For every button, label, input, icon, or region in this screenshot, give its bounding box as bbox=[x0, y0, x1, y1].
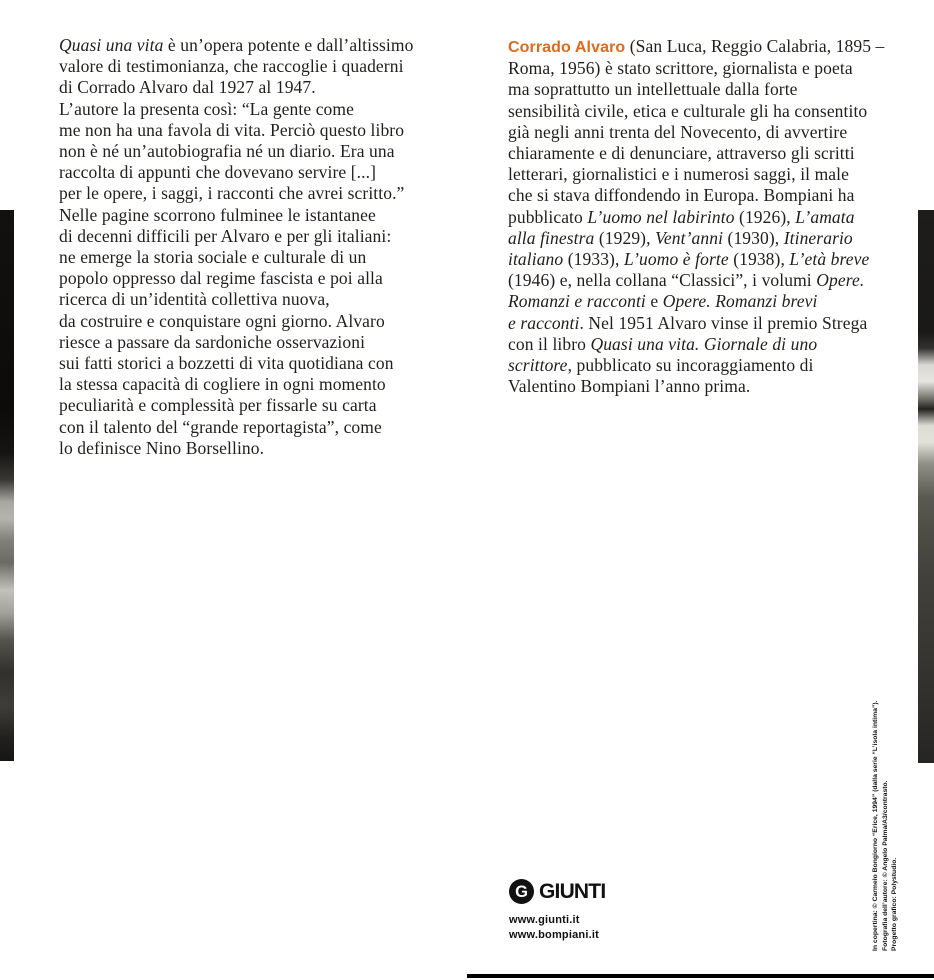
text-line: Nelle pagine scorrono fulminee le istantanee bbox=[59, 204, 376, 225]
text-line: non è né un’autobiografia né un diario. Era una bbox=[59, 141, 395, 162]
text-line: con il talento del “grande reportagista”, come bbox=[59, 416, 382, 437]
text-line: popolo oppresso dal regime fascista e poi alla bbox=[59, 268, 383, 289]
author-name: Corrado Alvaro bbox=[508, 39, 626, 56]
text-line: scrittore, pubblicato su incoraggiamento di bbox=[508, 355, 814, 376]
text-line: Romanzi e racconti e Opere. Romanzi brevi bbox=[508, 291, 818, 312]
text-line: (1946) e, nella collana “Classici”, i volumi Opere. bbox=[508, 270, 865, 291]
text-line: con il libro Quasi una vita. Giornale di uno bbox=[508, 333, 818, 354]
text-line: ricerca di un’identità collettiva nuova, bbox=[59, 289, 330, 310]
text-line: Valentino Bompiani l’anno prima. bbox=[508, 376, 751, 397]
text-line: sensibilità civile, etica e culturale gli ha consentito bbox=[508, 100, 868, 121]
text-line: raccolta di appunti che dovevano servire [...] bbox=[59, 162, 377, 183]
text-line: Roma, 1956) è stato scrittore, giornalista e poeta bbox=[508, 58, 853, 79]
publisher-block bbox=[509, 879, 605, 943]
cover-photo-left-edge bbox=[0, 210, 14, 761]
author-bio bbox=[508, 36, 928, 397]
text-line: e racconti. Nel 1951 Alvaro vinse il premio Strega bbox=[508, 312, 868, 333]
text-line: pubblicato L’uomo nel labirinto (1926), L’amata bbox=[508, 206, 855, 227]
text-line: per le opere, i saggi, i racconti che avrei scritto.” bbox=[59, 183, 405, 204]
text-line: sui fatti storici a bozzetti di vita quotidiana con bbox=[59, 353, 394, 374]
book-description bbox=[59, 35, 479, 459]
cover-credit-line: In copertina: © Carmelo Bongiorno “Erice, 1994” (dalla serie “L’isola intima”). bbox=[872, 700, 879, 951]
text-line: di decenni difficili per Alvaro e per gli italiani: bbox=[59, 225, 392, 246]
text-line: L’autore la presenta così: “La gente come bbox=[59, 98, 354, 119]
publisher-urls bbox=[509, 913, 605, 943]
text-line: valore di testimonianza, che raccoglie i quaderni bbox=[59, 56, 404, 77]
text-line: alla finestra (1929), Vent’anni (1930), Itinerario bbox=[508, 227, 853, 248]
text-line: Corrado Alvaro (San Luca, Reggio Calabria, 1895 – bbox=[508, 36, 885, 56]
text-line: riesce a passare da sardoniche osservazioni bbox=[59, 331, 366, 352]
text-line: ma soprattutto un intellettuale dalla forte bbox=[508, 79, 798, 100]
text-line: chiaramente e di denunciare, attraverso gli scritti bbox=[508, 143, 855, 164]
text-line: che si stava diffondendo in Europa. Bompiani ha bbox=[508, 185, 855, 206]
portrait-credit-line: Fotografia dell’autore: © Angelo Palma/A3/contrasto. bbox=[881, 780, 889, 951]
giunti-url: www.giunti.it bbox=[509, 914, 580, 926]
design-credit-line: Progetto grafico: Polystudio. bbox=[891, 857, 898, 951]
text-line: già negli anni trenta del Novecento, di avvertire bbox=[508, 121, 848, 142]
text-line: italiano (1933), L’uomo è forte (1938), L’età breve bbox=[508, 249, 870, 270]
text-line: la stessa capacità di cogliere in ogni momento bbox=[59, 374, 386, 395]
giunti-g-icon bbox=[509, 879, 534, 904]
text-line: lo definisce Nino Borsellino. bbox=[59, 437, 265, 458]
bompiani-url: www.bompiani.it bbox=[509, 929, 599, 941]
text-line: Quasi una vita è un’opera potente e dall’altissimo bbox=[59, 35, 414, 55]
text-line: di Corrado Alvaro dal 1927 al 1947. bbox=[59, 77, 316, 98]
photo-credits bbox=[871, 677, 900, 951]
text-line: peculiarità e complessità per fissarle su carta bbox=[59, 395, 377, 416]
text-line: ne emerge la storia sociale e culturale di un bbox=[59, 247, 367, 268]
text-line: me non ha una favola di vita. Perciò questo libro bbox=[59, 119, 405, 140]
text-line: letterari, giornalistici e i numerosi saggi, il male bbox=[508, 164, 850, 185]
giunti-logo-text: GIUNTI bbox=[539, 879, 606, 903]
giunti-logo bbox=[509, 879, 605, 904]
text-line: da costruire e conquistare ogni giorno. Alvaro bbox=[59, 310, 385, 331]
bottom-rule bbox=[467, 974, 934, 978]
svg-text:G: G bbox=[515, 883, 528, 901]
